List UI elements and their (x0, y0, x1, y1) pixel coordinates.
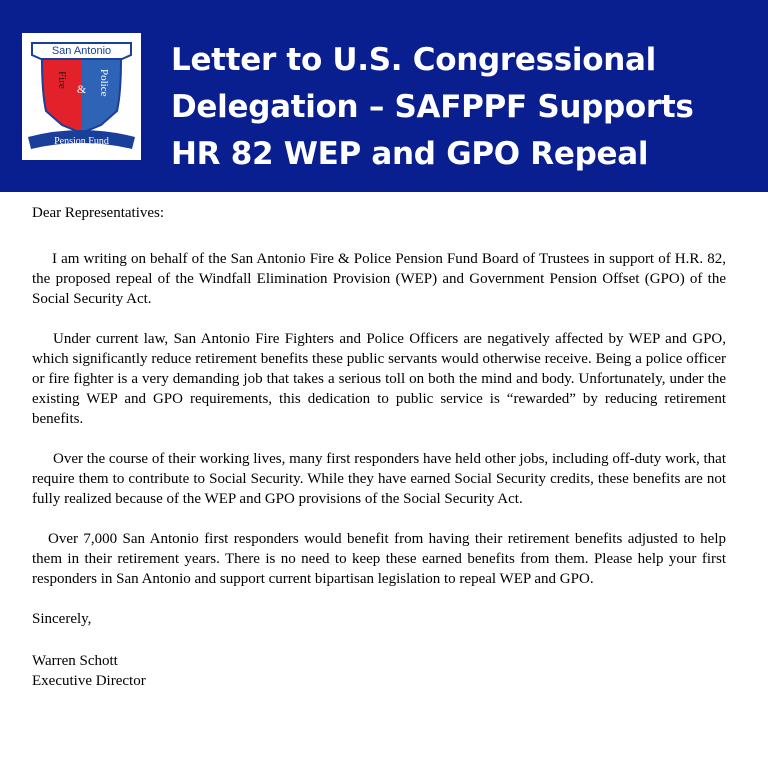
title-line-2: Delegation – SAFPPF Supports (171, 89, 694, 125)
logo-amp-text: & (76, 82, 87, 96)
logo-top-text: San Antonio (51, 45, 112, 57)
logo-bottom-text: Pension Fund (54, 136, 109, 147)
paragraph-2: Under current law, San Antonio Fire Fighters and Police Officers are negatively affected by WEP and GPO, which significantly reduce retirement benefits these public servants would otherwise receive. Being a police officer or fire fighter is a very demanding job that takes a serious toll on both the mind and body. Unfortunately, under the existing WEP and GPO requirements, this dedication to public service is “rewarded” by reducing retirement benefits. (32, 331, 726, 427)
title-line-1: Letter to U.S. Congressional (171, 42, 656, 78)
shield-emblem-icon (22, 33, 141, 160)
closing: Sincerely, (32, 611, 92, 627)
pension-fund-logo (22, 33, 141, 160)
signature-name: Warren Schott (32, 653, 118, 669)
paragraph-3: Over the course of their working lives, many first responders have held other jobs, including off-duty work, that require them to contribute to Social Security. While they have earned Social Security credits, these benefits are not fully realized because of the WEP and GPO provisions of the Social Security Act. (32, 451, 726, 507)
logo-fire-text: Fire (56, 71, 68, 89)
page-title (171, 37, 761, 178)
header-banner (0, 0, 768, 192)
letter-body (32, 203, 726, 691)
paragraph-4: Over 7,000 San Antonio first responders would benefit from having their retirement benefits adjusted to help them in their retirement years. There is no need to keep these earned benefits from them. Please help your first responders in San Antonio and support current bipartisan legislation to repeal WEP and GPO. (32, 531, 726, 587)
logo-police-text: Police (98, 69, 110, 97)
salutation: Dear Representatives: (32, 205, 165, 221)
title-line-3: HR 82 WEP and GPO Repeal (171, 136, 649, 172)
signature-title: Executive Director (32, 673, 146, 689)
paragraph-1: I am writing on behalf of the San Antonio Fire & Police Pension Fund Board of Trustees in support of H.R. 82, the proposed repeal of the Windfall Elimination Provision (WEP) and Government Pension Offset (GPO) of the Social Security Act. (32, 251, 726, 307)
